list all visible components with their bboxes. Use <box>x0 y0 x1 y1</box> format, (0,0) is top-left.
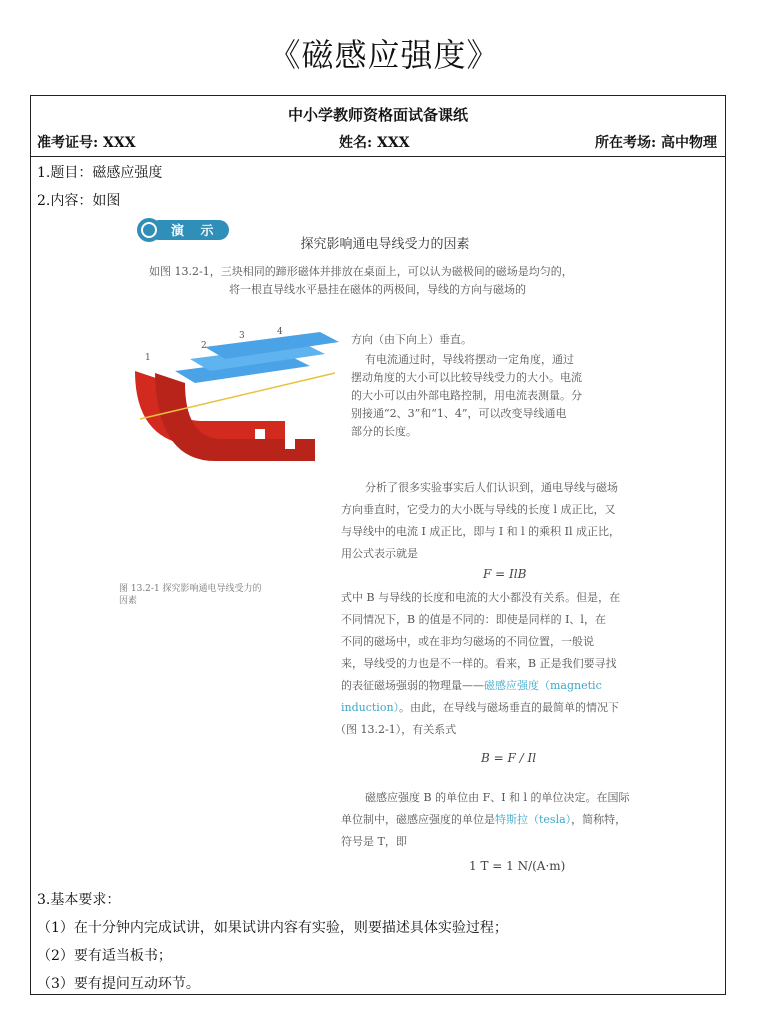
tb-analysis-3: 与导线中的电流 I 成正比，即与 I 和 l 的乘积 Il 成正比， <box>341 525 621 538</box>
demo-badge-label: 演 示 <box>171 224 220 239</box>
content-line: 2.内容：如图 <box>37 193 121 209</box>
form-header <box>31 96 725 157</box>
candidate-name: 姓名: XXX <box>339 135 410 151</box>
tb-analysis-2: 方向垂直时，它受力的大小既与导线的长度 l 成正比，又 <box>341 503 616 516</box>
tb-para-1: 如图 13.2-1，三块相同的蹄形磁体并排放在桌面上，可以认为磁极间的磁场是均匀的， <box>149 265 573 278</box>
exam-room: 所在考场: 高中物理 <box>594 135 717 151</box>
tb-analysis-13-text: 单位制中，磁感应强度的单位是 <box>341 813 495 826</box>
tb-label-4: 4 <box>277 327 283 337</box>
exam-number: 准考证号: XXX <box>37 135 136 151</box>
tb-para-5: 摆动角度的大小可以比较导线受力的大小。电流 <box>351 371 582 384</box>
tb-para-2: 将一根直导线水平悬挂在磁体的两极间，导线的方向与磁场的 <box>229 283 526 296</box>
requirements-title: 3.基本要求： <box>37 892 121 908</box>
requirement-3: （3）要有提问互动环节。 <box>37 976 200 992</box>
requirement-1: （1）在十分钟内完成试讲，如果试讲内容有实验，则要描述具体实验过程； <box>37 920 508 936</box>
figure-caption: 图 13.2-1 探究影响通电导线受力的因素 <box>119 584 262 606</box>
tb-para-7: 别接通“2、3”和“1、4”，可以改变导线通电 <box>351 407 567 420</box>
term-induction: induction） <box>341 701 400 714</box>
tb-analysis-10-text: 。由此，在导线与磁场垂直的最简单的情况下 <box>399 701 620 714</box>
tb-analysis-12: 磁感应强度 B 的单位由 F、I 和 l 的单位决定。在国际 <box>365 791 630 804</box>
term-tesla: 特斯拉（tesla） <box>495 813 572 826</box>
formula-force: F = IlB <box>483 567 527 581</box>
tb-analysis-8: 来，导线受的力也是不一样的。看来，B 正是我们要寻找 <box>341 657 617 670</box>
magnet-apparatus-icon <box>125 311 345 471</box>
tb-para-6: 的大小可以由外部电路控制，用电流表测量。分 <box>351 389 582 402</box>
tb-para-3: 方向（由下向上）垂直。 <box>351 333 472 346</box>
form-name: 中小学教师资格面试备课纸 <box>287 106 468 124</box>
textbook-excerpt-image <box>119 211 651 881</box>
document-title: 《磁感应强度》 <box>268 36 500 74</box>
tb-analysis-7: 不同的磁场中，或在非均匀磁场的不同位置，一般说 <box>341 635 594 648</box>
formula-b: B = F / Il <box>481 751 537 765</box>
tb-analysis-1: 分析了很多实验事实后人们认识到，通电导线与磁场 <box>365 481 618 494</box>
formula-tesla: 1 T = 1 N/(A·m) <box>469 859 566 873</box>
tb-para-8: 部分的长度。 <box>351 425 417 438</box>
tb-label-2: 2 <box>201 341 207 351</box>
tb-analysis-4: 用公式表示就是 <box>341 547 418 560</box>
lesson-plan-form <box>30 95 726 995</box>
tb-analysis-9 <box>341 677 602 695</box>
tb-analysis-11: （图 13.2-1），有关系式 <box>335 723 457 736</box>
tb-para-4: 有电流通过时，导线将摆动一定角度，通过 <box>365 353 574 366</box>
tb-label-3: 3 <box>239 331 245 341</box>
topic-line: 1.题目：磁感应强度 <box>37 165 163 181</box>
tb-label-1: 1 <box>145 353 151 363</box>
tb-analysis-6: 不同情况下，B 的值是不同的：即使是同样的 I、l，在 <box>341 613 606 626</box>
experiment-heading: 探究影响通电导线受力的因素 <box>300 237 470 252</box>
tb-analysis-9-text: 的表征磁场强弱的物理量—— <box>341 679 484 692</box>
term-magnetic-induction: 磁感应强度（magnetic <box>484 679 602 692</box>
tb-analysis-14: 符号是 T，即 <box>341 835 407 848</box>
tb-analysis-5: 式中 B 与导线的长度和电流的大小都没有关系。但是，在 <box>341 591 621 604</box>
tb-analysis-13 <box>341 811 626 829</box>
requirement-2: （2）要有适当板书； <box>37 948 172 964</box>
tb-analysis-10 <box>341 699 619 717</box>
tb-analysis-13-tail: ，简称特， <box>571 813 627 826</box>
